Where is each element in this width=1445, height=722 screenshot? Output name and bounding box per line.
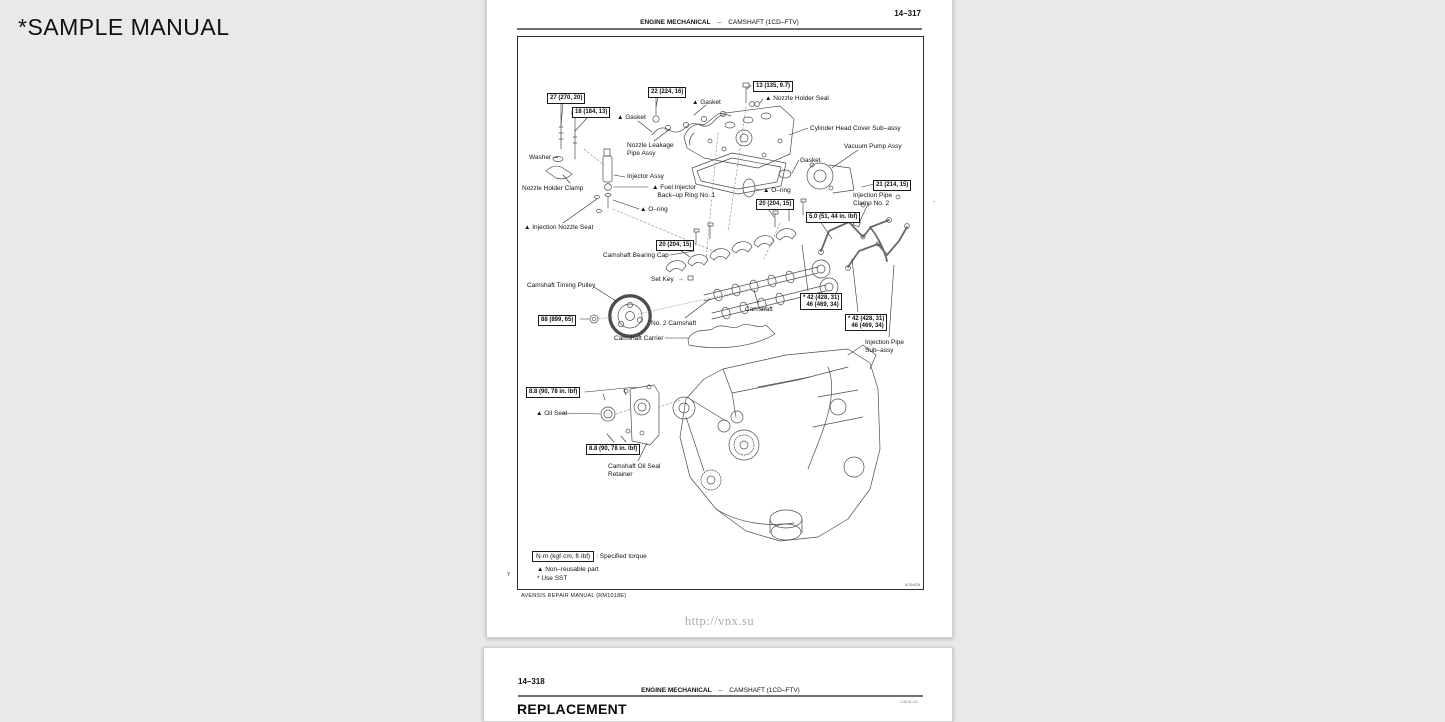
projection-guides (584, 107, 780, 414)
part-label: Set Key → (651, 276, 684, 283)
part-label: ▲ O–ring (640, 206, 668, 213)
torque-spec: 8.8 (90, 78 in. lbf) (586, 444, 640, 455)
torque-spec: 8.8 (90, 78 in. lbf) (526, 387, 580, 398)
header-dash-2: – (718, 687, 723, 694)
header-section-2: ENGINE MECHANICAL (641, 687, 712, 694)
part-label: Camshaft Oil Seal Retainer (608, 463, 661, 478)
torque-spec: * 42 (428, 31) 46 (469, 34) (800, 293, 842, 310)
manual-page-318 (483, 647, 953, 722)
part-label: No. 2 Camshaft (651, 320, 697, 327)
replacement-title: REPLACEMENT (517, 701, 627, 717)
torque-spec: 18 (184, 13) (572, 107, 610, 118)
figure-code: A79428 (905, 582, 920, 587)
part-label: Camshaft Timing Pulley (527, 282, 596, 289)
leakage-pipe-icon (652, 111, 731, 135)
engine-block-icon (673, 345, 880, 541)
part-label: Injection Pipe Clamp No. 2 (853, 192, 893, 207)
part-label: Vacuum Pump Assy (844, 143, 902, 150)
header-rule-2 (518, 695, 923, 697)
page-header-2 (518, 687, 923, 694)
corner-mark: Y (507, 572, 511, 578)
carrier-icon (688, 324, 775, 347)
header-subsection: CAMSHAFT (1CD–FTV) (728, 19, 799, 26)
torque-spec: 22 (224, 16) (648, 87, 686, 98)
legend-torque (532, 551, 647, 562)
injector-icon (603, 149, 612, 208)
part-label: ▲ Injection Nozzle Seat (524, 224, 594, 231)
header-rule (517, 28, 922, 30)
head-cover-icon (684, 106, 794, 168)
part-label: Camshaft (745, 306, 773, 313)
torque-spec: 21 (214, 15) (873, 180, 911, 191)
doc-code: 14IC8–01 (900, 699, 918, 704)
torque-spec: 27 (270, 20) (547, 93, 585, 104)
stray-mark: . (933, 195, 936, 204)
footer-text: AVENSIS REPAIR MANUAL (RM1018E) (521, 593, 627, 599)
part-label: ▲ Oil Seal (536, 410, 567, 417)
part-label: Injector Assy (627, 173, 664, 180)
part-label: Nozzle Holder Clamp (522, 185, 584, 192)
part-label: Camshaft Bearing Cap (603, 252, 669, 259)
part-label: Gasket (800, 157, 821, 164)
torque-spec: 20 (204, 15) (756, 199, 794, 210)
legend-use-sst: * Use SST (537, 575, 568, 582)
watermark: http://vnx.su (684, 614, 755, 628)
injection-pipe-icon (821, 220, 907, 267)
part-label: ▲ Gasket (617, 114, 646, 121)
part-label: ▲ Nozzle Holder Seal (765, 95, 829, 102)
header-subsection-2: CAMSHAFT (1CD–FTV) (729, 687, 800, 694)
engine-exploded-diagram (518, 37, 921, 587)
part-label: Camshaft Carrier (614, 335, 664, 342)
torque-spec: 5.0 (51, 44 in. lbf) (806, 212, 860, 223)
oil-seal-retainer-icon (601, 385, 659, 445)
manual-page-317 (486, 0, 953, 638)
part-label: ▲ Gasket (692, 99, 721, 106)
header-dash: – (717, 19, 722, 26)
torque-spec: * 42 (428, 31) 46 (469, 34) (845, 314, 887, 331)
leader-lines (553, 85, 894, 461)
vacuum-pump-icon (743, 163, 854, 197)
part-label: Injection Pipe Sub–assy (865, 339, 905, 354)
part-label: Nozzle Leakage Pipe Assy (627, 142, 674, 157)
diagram-frame (517, 36, 924, 590)
part-label: Washer → (529, 154, 560, 161)
legend-torque-box: N·m (kgf·cm, ft·lbf) (532, 551, 594, 562)
page-number: 14–317 (894, 9, 921, 18)
header-section: ENGINE MECHANICAL (640, 19, 711, 26)
torque-spec: 88 (899, 65) (538, 315, 576, 326)
legend-nonreusable: ▲ Non–reusable part (537, 566, 599, 573)
timing-pulley-icon (590, 295, 652, 338)
page-number-2: 14–318 (518, 677, 545, 686)
part-label: ▲ O–ring (763, 187, 791, 194)
torque-spec: 20 (204, 15) (656, 240, 694, 251)
part-label: ▲ Fuel Injector Back–up Ring No. 1 (652, 184, 716, 199)
sample-manual-label: *SAMPLE MANUAL (18, 14, 230, 40)
torque-spec: 13 (135, 9.7) (753, 81, 793, 92)
part-label: Cylinder Head Cover Sub–assy (810, 125, 901, 132)
page-header (517, 19, 922, 26)
legend-torque-desc: : Specified torque (596, 553, 647, 560)
